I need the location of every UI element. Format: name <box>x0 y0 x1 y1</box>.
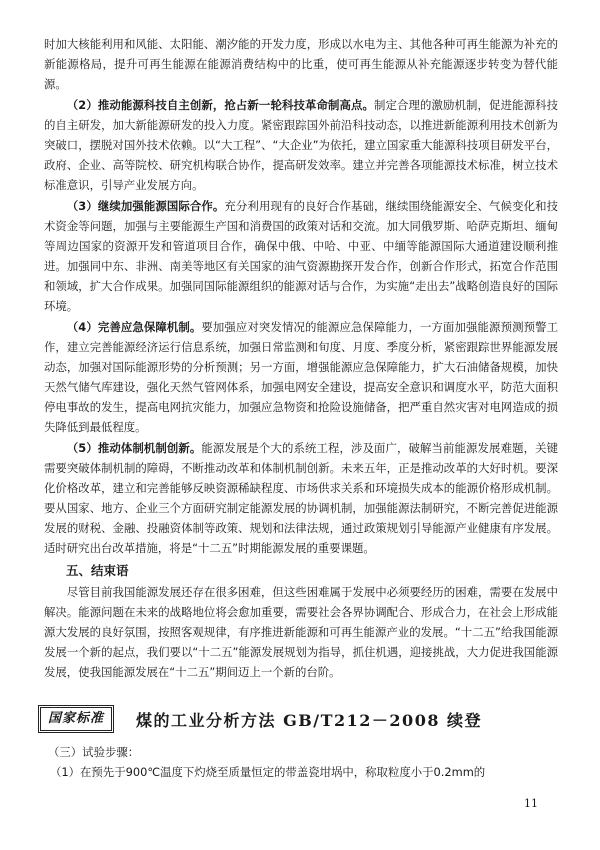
paragraph-institutional-innovation <box>44 438 558 558</box>
body-institutional-innovation: 能源发展是个大的系统工程，涉及面广，破解当前能源发展难题，关键需要突破体制机制的障碍，不断推动改革和体制机制创新。未来五年，正是推动改革的大好时机。要深化价格改革，建立和完善能够反映资源稀缺程度、市场供求关系和环境损失成本的能源价格形成机制。要从国家、地方、企业三个方面研究制定能源发展的协调机制，加强能源法制研究，不断完善促进能源发展的财税、金融、投融资体制等政策、规划和法律法规，通过政策规划引导能源产业健康有序发展。适时研究出台改革措施，将是“十二五”时期能源发展的重要课题。 <box>44 441 558 555</box>
standard-step-1: （1）在预先于900℃温度下灼烧至质量恒定的带盖瓷坩埚中，称取粒度小于0.2mm的 <box>50 765 486 779</box>
paragraph-continuation: 时加大核能利用和风能、太阳能、潮汐能的开发力度，形成以水电为主、其他各种可再生能源为补充的新能源格局，提升可再生能源在能源消费结构中的比重，使可再生能源从补充能源逐步转变为替代能源。 <box>44 37 558 91</box>
body-science-innovation: 制定合理的激励机制，促进能源科技的自主研发，加大新能源研发的投入力度。紧密跟踪国外前沿科技动态，以推进新能源利用技术创新为突破口，摆脱对国外技术依赖。以“大工程”、“大企业”为依托，建立国家重大能源科技项目研发平台，政府、企业、高等院校、研究机构联合协作，提高研发效率。建立并完善各项能源技术标准，树立技术标准意识，引导产业发展方向。 <box>44 98 558 192</box>
paragraph-conclusion: 尽管目前我国能源发展还存在很多困难，但这些困难属于发展中必须要经历的困难，需要在发展中解决。能源问题在未来的战略地位将会愈加重要，需要社会各界协调配合、形成合力，在社会上形成能源大发展的良好氛围，按照客观规律，有序推进新能源和可再生能源产业的发展。“十二五”给我国能源发展一个新的起点，我们要以“十二五”能源发展规划为指导，抓住机遇，迎接挑战，大力促进我国能源发展，使我国能源发展在“十二五”期间迈上一个新的台阶。 <box>44 585 558 679</box>
standard-badge: 国家标准 <box>38 705 114 733</box>
lead-institutional-innovation: （5）推动体制机制创新。 <box>66 441 202 455</box>
lead-science-innovation: （2）推动能源科技自主创新，抢占新一轮科技革命制高点。 <box>66 98 374 112</box>
body-emergency-mechanism: 要加强应对突发情况的能源应急保障能力，一方面加强能源预测预警工作，建立完善能源经济运行信息系统，加强日常监测和旬度、月度、季度分析，紧密跟踪世界能源发展动态，加强对国际能源形势的分析预测；另一方面，增强能源应急保障能力，扩大石油储备规模，加快天然气储气库建设，强化天然气管网体系，加强电网安全建设，提高安全意识和调度水平，防范大面积停电事故的发生，提高电网抗灾能力，加强应急物资和抢险设施储备，把严重自然灾害对电网造成的损失降低到最低程度。 <box>44 320 558 434</box>
standard-subheading: （三）试验步骤： <box>48 745 140 759</box>
standard-title: 煤的工业分析方法 GB/T212－2008 续登 <box>136 710 483 730</box>
lead-international-cooperation: （3）继续加强能源国际合作。 <box>66 199 225 213</box>
lead-emergency-mechanism: （4）完善应急保障机制。 <box>66 320 202 334</box>
standard-header <box>38 702 558 736</box>
paragraph-international-cooperation <box>44 196 558 316</box>
body-international-cooperation: 充分利用现有的良好合作基础，继续围绕能源安全、气候变化和技术资金等问题，加强与主要能源生产国和消费国的政策对话和交流。加大同俄罗斯、哈萨克斯坦、缅甸等周边国家的资源开发和管道项目合作，确保中俄、中哈、中亚、中缅等能源国际大通道建设顺利推进。加强同中东、非洲、南美等地区有关国家的油气资源勘探开发合作，创新合作形式，拓宽合作范围和领域，扩大合作成果。加强同国际能源组织的能源对话与合作，为实施“走出去”战略创造良好的国际环境。 <box>44 199 558 313</box>
page-number: 11 <box>524 797 538 810</box>
paragraph-emergency-mechanism <box>44 317 558 437</box>
paragraph-science-innovation <box>44 95 558 195</box>
section-heading-conclusion: 五、结束语 <box>66 563 129 578</box>
